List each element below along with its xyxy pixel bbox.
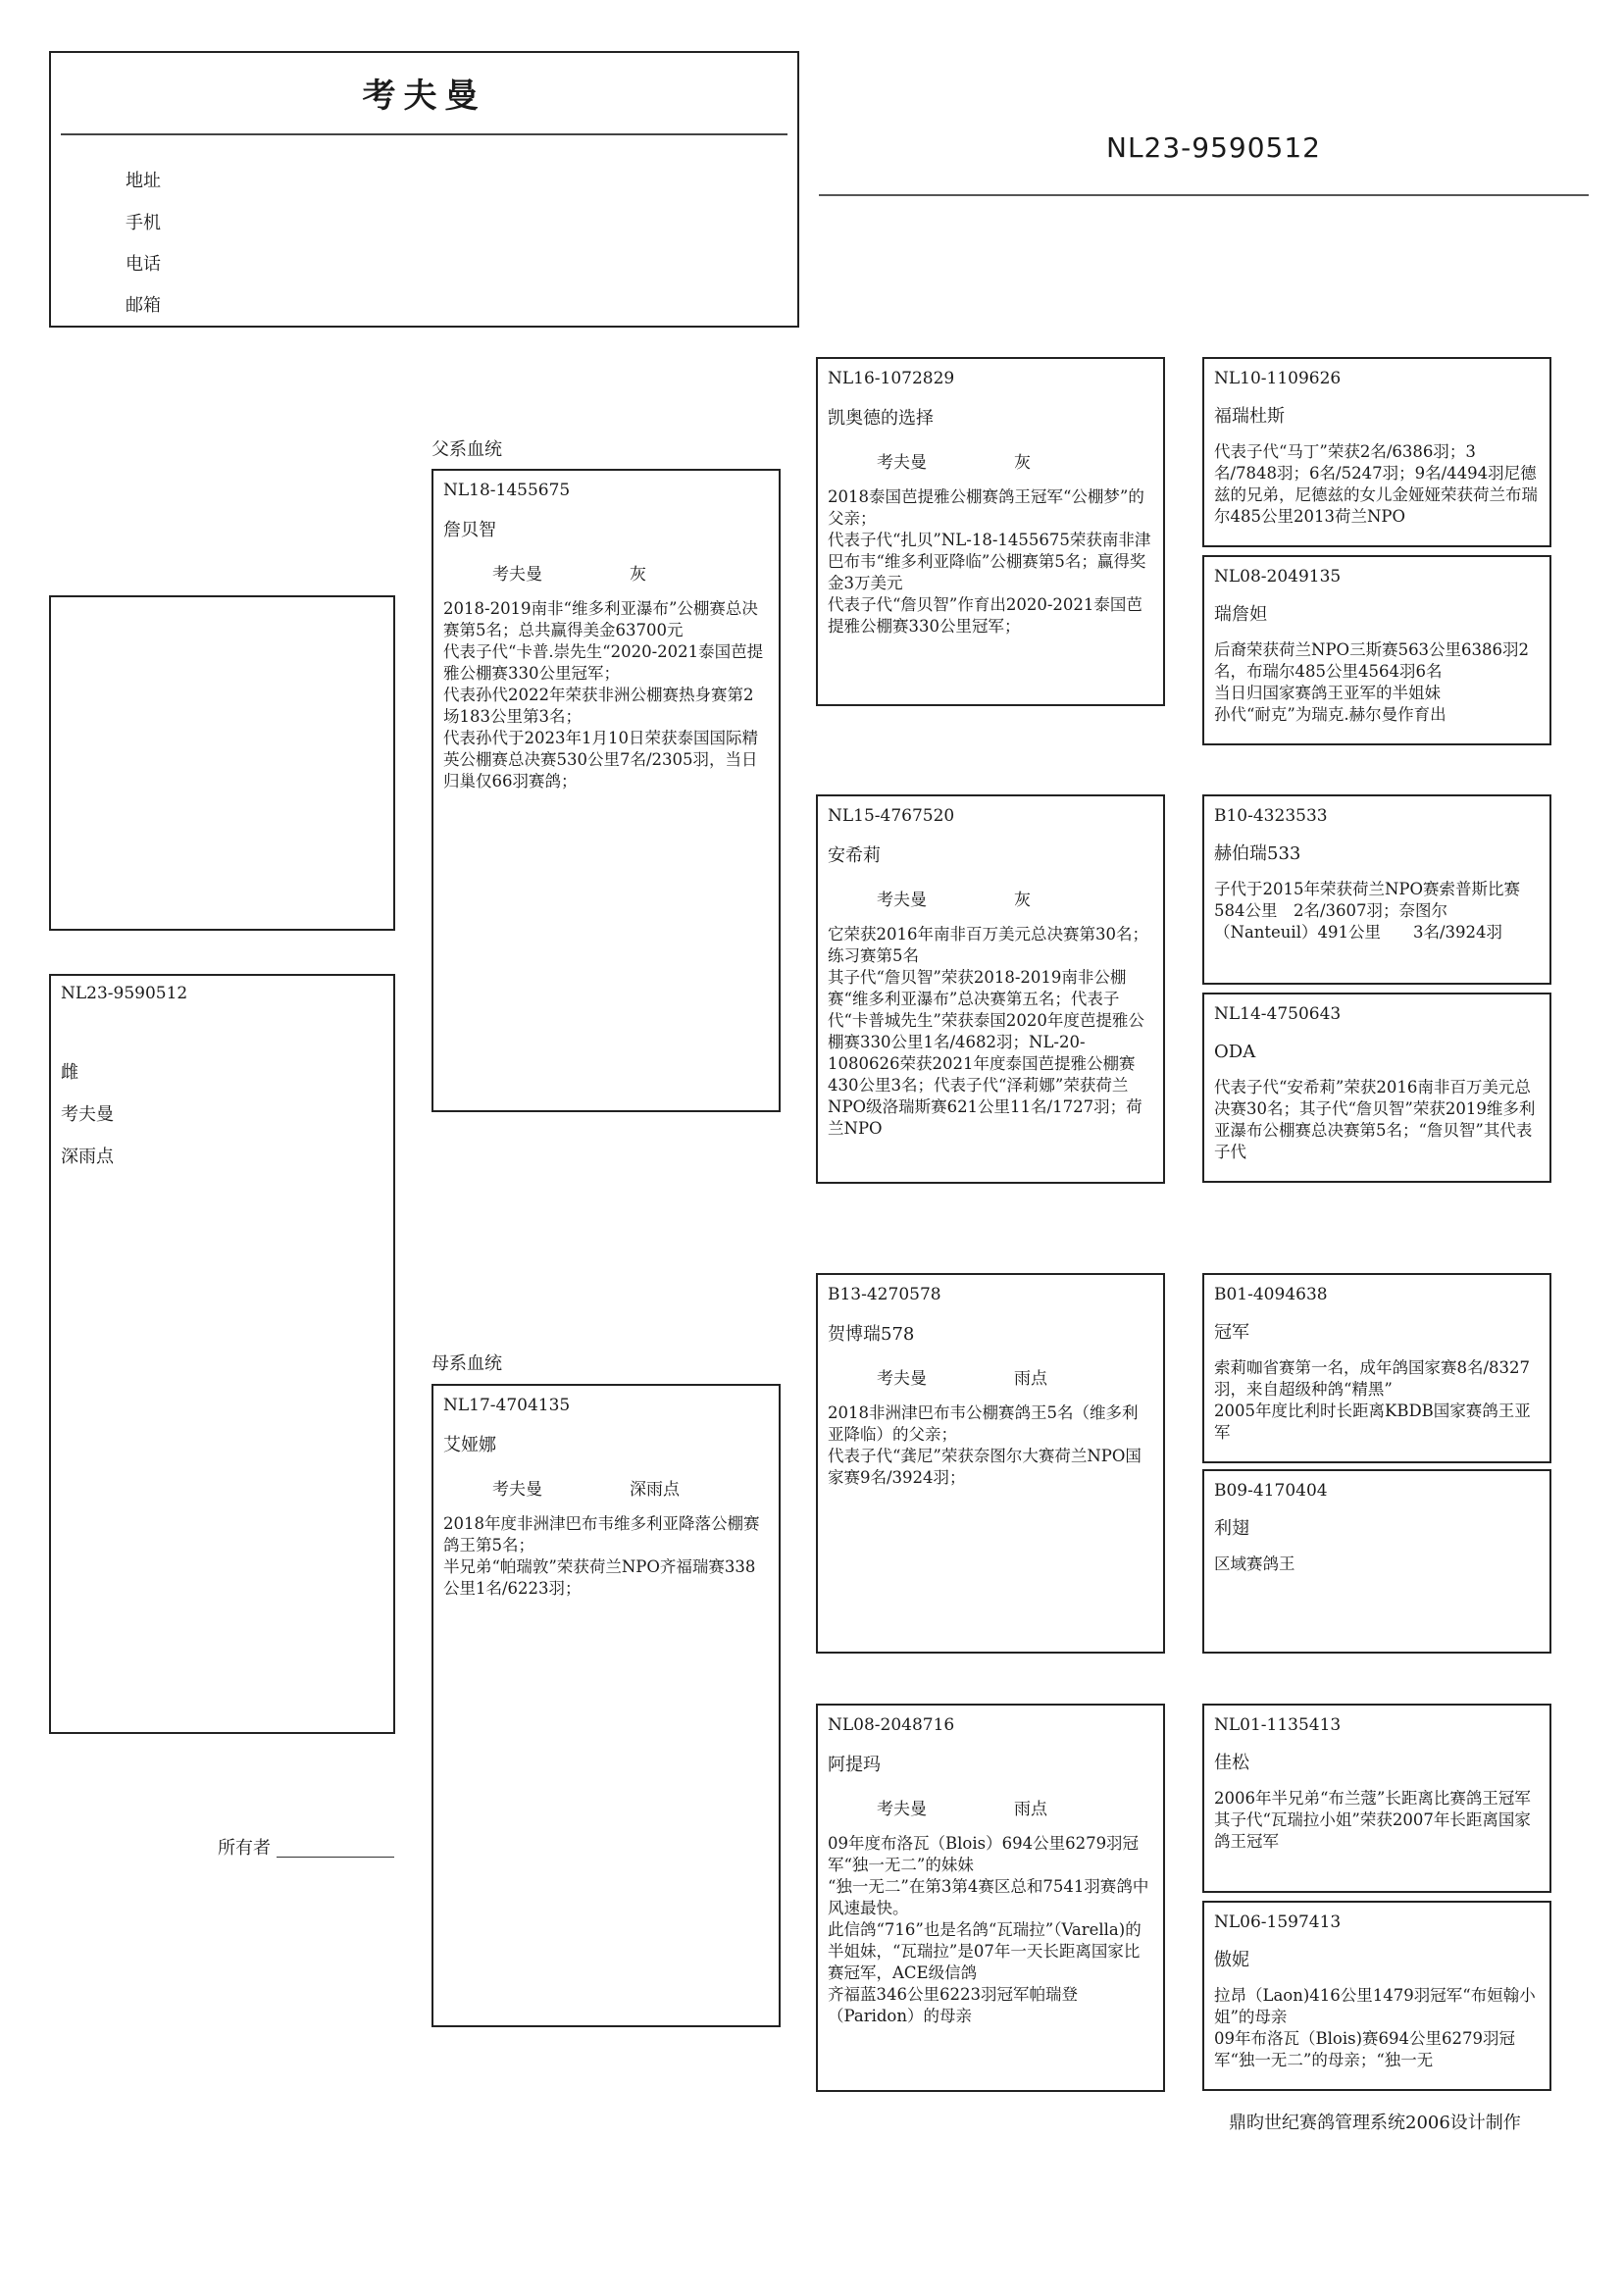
ssd-desc bbox=[1204, 626, 1549, 726]
owner-title-divider bbox=[61, 133, 787, 135]
sire-dam-box bbox=[816, 794, 1165, 1184]
dd-desc-line: “独一无二”在第3第4赛区总和7541羽赛鸽中风速最快。 bbox=[828, 1877, 1149, 1917]
contact-phone-label: 电话 bbox=[126, 254, 161, 275]
dd-breeder-color bbox=[818, 1776, 1163, 1819]
ss-color: 灰 bbox=[1014, 453, 1031, 473]
dd-desc-line: 此信鸽“716”也是名鸽“瓦瑞拉”（Varella)的半姐妹，“瓦瑞拉”是07年一天长距离国家比赛冠军，ACE级信鸽 bbox=[828, 1920, 1142, 1982]
subject-color: 深雨点 bbox=[61, 1147, 114, 1167]
ddd-desc bbox=[1204, 1971, 1549, 2071]
dsd-desc bbox=[1204, 1540, 1549, 1575]
dam-line-label: 母系血统 bbox=[431, 1353, 502, 1374]
sdd-desc bbox=[1204, 1063, 1549, 1163]
owner-info-box bbox=[49, 51, 799, 328]
owner-line bbox=[277, 1857, 394, 1858]
dam-breeder-color bbox=[433, 1456, 779, 1500]
dds-desc bbox=[1204, 1774, 1549, 1853]
sd-desc-line: 它荣获2016年南非百万美元总决赛第30名；练习赛第5名 bbox=[828, 925, 1148, 965]
sire-ring: NL18-1455675 bbox=[443, 481, 571, 500]
ssd-desc-line: 后裔荣获荷兰NPO三斯赛563公里6386羽2名，布瑞尔485公里4564羽6名 bbox=[1214, 640, 1530, 681]
sd-ring: NL15-4767520 bbox=[828, 806, 955, 826]
footer-credit: 鼎昀世纪赛鸽管理系统2006设计制作 bbox=[1229, 2113, 1521, 2133]
dss-desc-line: 2005年度比利时长距离KBDB国家赛鸽王亚军 bbox=[1214, 1402, 1531, 1442]
dds-desc-line: 其子代“瓦瑞拉小姐”荣获2007年长距离国家鸽王冠军 bbox=[1214, 1810, 1531, 1851]
sd-desc-line: 其子代“詹贝智”荣获2018-2019南非公棚赛“维多利亚瀑布”总决赛第五名；代表子代“卡普城先生”荣获泰国2020年度芭提雅公棚赛330公里1名/4682羽；NL-20-1080626荣获2021年度泰国芭提雅公棚赛430公里3名；代表子代“泽莉娜”荣获荷兰NPO级洛瑞斯赛621公里11名/1727羽；荷兰NPO bbox=[828, 968, 1144, 1138]
ssd-desc-line: 当日归国家赛鸽王亚军的半姐妹 bbox=[1214, 684, 1441, 702]
sds-box bbox=[1202, 794, 1551, 985]
sdd-ring: NL14-4750643 bbox=[1214, 1004, 1342, 1024]
dam-name: 艾娅娜 bbox=[443, 1435, 496, 1455]
ssd-box bbox=[1202, 555, 1551, 745]
ds-color: 雨点 bbox=[1014, 1369, 1047, 1389]
dss-name: 冠军 bbox=[1214, 1322, 1249, 1343]
ds-name: 贺博瑞578 bbox=[828, 1324, 915, 1345]
photo-box bbox=[49, 595, 395, 931]
owner-title: 考夫曼 bbox=[362, 76, 486, 116]
subject-breeder: 考夫曼 bbox=[61, 1104, 114, 1125]
dd-color: 雨点 bbox=[1014, 1800, 1047, 1819]
contact-mobile-label: 手机 bbox=[126, 213, 161, 233]
ss-desc-line: 代表子代“詹贝智”作育出2020-2021泰国芭提雅公棚赛330公里冠军； bbox=[828, 595, 1142, 636]
dds-ring: NL01-1135413 bbox=[1214, 1715, 1342, 1735]
dam-color: 深雨点 bbox=[630, 1480, 680, 1500]
dam-dam-box bbox=[816, 1704, 1165, 2092]
sds-desc bbox=[1204, 865, 1549, 943]
sds-desc-line: 子代于2015年荣获荷兰NPO赛索普斯比赛584公里 2名/3607羽；奈图尔（Nanteuil）491公里 3名/3924羽 bbox=[1214, 880, 1521, 942]
dam-breeder: 考夫曼 bbox=[492, 1480, 542, 1500]
header-ring-underline bbox=[819, 194, 1589, 196]
ds-ring: B13-4270578 bbox=[828, 1285, 941, 1304]
sire-desc-line: 代表孙代于2023年1月10日荣获泰国国际精英公棚赛总决赛530公里7名/2305羽，当日归巢仅66羽赛鸽； bbox=[443, 729, 758, 790]
subject-box bbox=[49, 974, 395, 1734]
contact-email-label: 邮箱 bbox=[126, 295, 161, 316]
ssd-ring: NL08-2049135 bbox=[1214, 567, 1342, 586]
dds-desc-line: 2006年半兄弟“布兰蔻”长距离比赛鸽王冠军 bbox=[1214, 1789, 1531, 1808]
ds-desc-line: 2018非洲津巴布韦公棚赛鸽王5名（维多利亚降临）的父亲； bbox=[828, 1403, 1139, 1444]
sdd-box bbox=[1202, 993, 1551, 1183]
sss-ring: NL10-1109626 bbox=[1214, 369, 1342, 388]
sss-desc bbox=[1204, 428, 1549, 528]
owner-label: 所有者 bbox=[218, 1838, 271, 1859]
dsd-box bbox=[1202, 1469, 1551, 1654]
dam-sire-box bbox=[816, 1273, 1165, 1654]
sire-color: 灰 bbox=[630, 565, 646, 585]
dd-desc bbox=[818, 1819, 1163, 2027]
ss-breeder: 考夫曼 bbox=[877, 453, 927, 473]
sd-desc bbox=[818, 910, 1163, 1140]
ds-desc-line: 代表子代“龚尼”荣获奈图尔大赛荷兰NPO国家赛9名/3924羽； bbox=[828, 1447, 1142, 1487]
ss-desc-line: 2018泰国芭提雅公棚赛鸽王冠军“公棚梦”的父亲； bbox=[828, 487, 1144, 528]
ss-ring: NL16-1072829 bbox=[828, 369, 955, 388]
dd-breeder: 考夫曼 bbox=[877, 1800, 927, 1819]
sd-name: 安希莉 bbox=[828, 845, 881, 866]
dss-ring: B01-4094638 bbox=[1214, 1285, 1328, 1304]
ddd-desc-line: 09年布洛瓦（Blois)赛694公里6279羽冠军“独一无二”的母亲；“独一无 bbox=[1214, 2029, 1515, 2069]
dsd-name: 利翅 bbox=[1214, 1518, 1249, 1539]
dss-desc-line: 索莉咖省赛第一名，成年鸽国家赛8名/8327羽，来自超级种鸽“精黑” bbox=[1214, 1358, 1531, 1399]
ds-breeder: 考夫曼 bbox=[877, 1369, 927, 1389]
subject-sex: 雌 bbox=[61, 1062, 78, 1083]
sds-name: 赫伯瑞533 bbox=[1214, 843, 1301, 864]
sire-box bbox=[431, 469, 781, 1112]
dsd-ring: B09-4170404 bbox=[1214, 1481, 1328, 1501]
sss-name: 福瑞杜斯 bbox=[1214, 406, 1285, 427]
dss-box bbox=[1202, 1273, 1551, 1463]
subject-ring: NL23-9590512 bbox=[61, 984, 188, 1003]
sire-breeder-color bbox=[433, 541, 779, 585]
sire-desc-line: 代表子代“卡普.崇先生“2020-2021泰国芭提雅公棚赛330公里冠军； bbox=[443, 642, 764, 683]
sire-desc-line: 2018-2019南非“维多利亚瀑布”公棚赛总决赛第5名；总共赢得美金63700元 bbox=[443, 599, 758, 639]
ssd-name: 瑞詹妲 bbox=[1214, 604, 1267, 625]
sire-name: 詹贝智 bbox=[443, 520, 496, 540]
sds-ring: B10-4323533 bbox=[1214, 806, 1328, 826]
sire-desc-line: 代表孙代2022年荣获非洲公棚赛热身赛第2场183公里第3名； bbox=[443, 686, 754, 726]
dd-name: 阿提玛 bbox=[828, 1755, 881, 1775]
dam-box bbox=[431, 1384, 781, 2027]
ss-breeder-color bbox=[818, 430, 1163, 473]
sd-breeder: 考夫曼 bbox=[877, 891, 927, 910]
contact-address-label: 地址 bbox=[126, 171, 161, 191]
dam-desc-line: 2018年度非洲津巴布韦维多利亚降落公棚赛鸽王第5名； bbox=[443, 1514, 760, 1555]
ssd-desc-line: 孙代“耐克”为瑞克.赫尔曼作育出 bbox=[1214, 705, 1446, 724]
sire-line-label: 父系血统 bbox=[431, 439, 502, 460]
header-ring-number: NL23-9590512 bbox=[1106, 131, 1321, 164]
sire-sire-box bbox=[816, 357, 1165, 706]
sire-desc bbox=[433, 585, 779, 792]
ddd-box bbox=[1202, 1901, 1551, 2091]
ds-breeder-color bbox=[818, 1346, 1163, 1389]
dds-box bbox=[1202, 1704, 1551, 1893]
sdd-name: ODA bbox=[1214, 1042, 1256, 1062]
ss-desc bbox=[818, 473, 1163, 637]
dd-desc-line: 09年度布洛瓦（Blois）694公里6279羽冠军“独一无二”的妹妹 bbox=[828, 1834, 1140, 1874]
ss-desc-line: 代表子代“扎贝”NL-18-1455675荣获南非津巴布韦“维多利亚降临”公棚赛第5名；赢得奖金3万美元 bbox=[828, 531, 1151, 592]
dam-desc bbox=[433, 1500, 779, 1600]
ddd-desc-line: 拉昂（Laon)416公里1479羽冠军“布姮翰小姐”的母亲 bbox=[1214, 1986, 1536, 2026]
ddd-name: 傲妮 bbox=[1214, 1950, 1249, 1970]
sd-color: 灰 bbox=[1014, 891, 1031, 910]
sss-desc-line: 代表子代“马丁”荣获2名/6386羽；3名/7848羽；6名/5247羽；9名/4494羽尼德兹的兄弟，尼德兹的女儿金娅娅荣获荷兰布瑞尔485公里2013荷兰NPO bbox=[1214, 442, 1538, 526]
dd-desc-line: 齐福蓝346公里6223羽冠军帕瑞登（Paridon）的母亲 bbox=[828, 1985, 1078, 2025]
sss-box bbox=[1202, 357, 1551, 547]
ds-desc bbox=[818, 1389, 1163, 1489]
dd-ring: NL08-2048716 bbox=[828, 1715, 955, 1735]
sd-breeder-color bbox=[818, 867, 1163, 910]
sdd-desc-line: 代表子代“安希莉”荣获2016南非百万美元总决赛30名；其子代“詹贝智”荣获2019维多利亚瀑布公棚赛总决赛第5名；“詹贝智”其代表子代 bbox=[1214, 1078, 1536, 1161]
dss-desc bbox=[1204, 1344, 1549, 1444]
dds-name: 佳松 bbox=[1214, 1753, 1249, 1773]
ss-name: 凯奥德的选择 bbox=[828, 408, 934, 429]
dsd-desc-line: 区域赛鸽王 bbox=[1214, 1555, 1295, 1573]
dam-ring: NL17-4704135 bbox=[443, 1396, 571, 1415]
dam-desc-line: 半兄弟“帕瑞敦”荣获荷兰NPO齐福瑞赛338公里1名/6223羽； bbox=[443, 1557, 756, 1598]
ddd-ring: NL06-1597413 bbox=[1214, 1912, 1342, 1932]
sire-breeder: 考夫曼 bbox=[492, 565, 542, 585]
